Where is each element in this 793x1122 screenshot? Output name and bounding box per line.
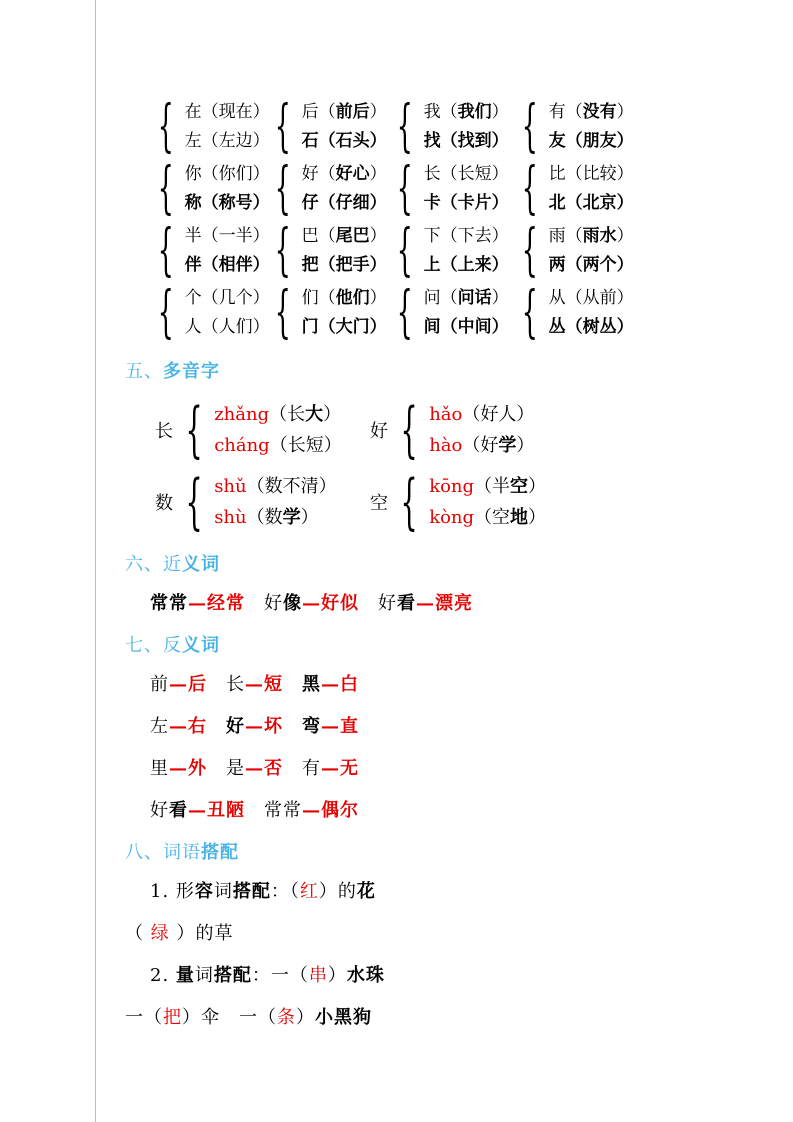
text-segment: 外 — [188, 758, 207, 779]
text-segment: 常常 — [150, 593, 188, 614]
text-segment: ） — [300, 507, 319, 528]
text-segment: 条 — [277, 1007, 296, 1028]
char-group-cell — [512, 280, 634, 345]
text-segment: 前 — [150, 674, 169, 695]
text-segment: 卡（卡片） — [423, 193, 509, 213]
text-segment: ：一（ — [251, 965, 309, 986]
char-pair-line — [302, 98, 387, 127]
char-group-lines — [302, 160, 387, 218]
text-segment: 花 — [356, 881, 376, 902]
text-segment: 雨（ — [548, 226, 583, 246]
text-segment: 量 — [175, 965, 195, 986]
antonym-row — [150, 715, 770, 739]
text-segment: 七、反 — [125, 635, 182, 656]
char-pair-line — [302, 313, 387, 342]
text-segment: 门（大门） — [301, 317, 387, 337]
text-segment: ） — [369, 288, 387, 308]
char-group-cell — [148, 94, 270, 159]
text-segment: 2. — [150, 965, 176, 986]
text-segment: 里 — [150, 758, 169, 779]
text-segment: — — [302, 593, 321, 614]
polyphone-readings — [214, 471, 336, 533]
text-segment: 北（北京） — [548, 193, 634, 213]
text-segment: 丛（树丛） — [548, 317, 634, 337]
char-group-lines — [185, 98, 270, 156]
curly-brace-icon: { — [274, 218, 291, 283]
text-segment: 搭配 — [213, 965, 252, 986]
text-segment: 仔（仔细） — [301, 193, 387, 213]
text-segment: — — [188, 800, 207, 821]
text-segment: 好 — [378, 593, 397, 614]
text-segment — [207, 758, 226, 779]
char-group-lines — [424, 98, 509, 156]
text-segment: 丑陋 — [207, 800, 245, 821]
polyphone-reading — [429, 399, 534, 430]
char-pair-line — [549, 313, 634, 342]
curly-brace-icon: { — [157, 280, 174, 345]
char-pair-line — [302, 189, 387, 218]
section-heading-collocations — [125, 841, 770, 865]
char-pair-line — [302, 127, 387, 156]
char-group-cell — [148, 156, 270, 221]
char-group-cell — [387, 156, 512, 221]
char-pair-line — [424, 222, 509, 251]
text-segment: 伴（相伴） — [184, 255, 270, 275]
text-segment: （半 — [474, 476, 511, 497]
text-segment — [359, 593, 378, 614]
text-segment: 好心 — [335, 164, 370, 184]
char-group-row — [148, 156, 770, 221]
polyphone-reading — [429, 502, 546, 533]
text-segment: （数不清） — [246, 476, 337, 497]
char-group-lines — [302, 98, 387, 156]
text-segment: — — [321, 716, 340, 737]
char-group-lines — [549, 98, 634, 156]
polyphone-readings — [429, 399, 534, 461]
curly-brace-icon: { — [157, 218, 174, 283]
text-segment: — — [245, 716, 264, 737]
curly-brace-icon: { — [274, 94, 291, 159]
section-heading-synonyms — [125, 553, 770, 577]
text-segment: 左（左边） — [184, 131, 270, 151]
curly-brace-icon: { — [521, 156, 538, 221]
char-group-cell — [512, 156, 634, 221]
text-segment: 黑 — [302, 674, 321, 695]
char-pair-line — [302, 284, 387, 313]
curly-brace-icon: { — [400, 395, 418, 465]
text-segment: ：（ — [270, 881, 300, 902]
char-group-lines — [424, 160, 509, 218]
text-segment: 在（现在） — [184, 102, 270, 122]
text-segment: 水珠 — [346, 965, 385, 986]
text-segment — [207, 716, 226, 737]
curly-brace-icon: { — [185, 467, 203, 537]
char-pair-line — [549, 160, 634, 189]
char-group-lines — [549, 160, 634, 218]
text-segment: ） — [327, 965, 347, 986]
text-segment: 多音字 — [163, 361, 220, 382]
text-segment: 义词 — [182, 635, 220, 656]
text-segment: kòng — [429, 507, 475, 528]
char-group-cell — [265, 94, 387, 159]
text-segment: 从（从前） — [548, 288, 634, 308]
char-pair-line — [302, 251, 387, 280]
char-pair-line — [185, 98, 270, 127]
text-segment: 串 — [308, 965, 328, 986]
text-segment: 一（ — [239, 1007, 277, 1028]
collocation-line — [150, 964, 770, 988]
text-segment: 你（你们） — [184, 164, 270, 184]
text-segment: 1. 形 — [150, 881, 195, 902]
char-group-lines — [302, 222, 387, 280]
text-segment: — — [169, 758, 188, 779]
curly-brace-icon: { — [396, 280, 413, 345]
polyphone-readings — [214, 399, 342, 461]
text-segment: ） — [528, 507, 547, 528]
text-segment: 学 — [282, 507, 301, 528]
char-group-cell — [512, 94, 634, 159]
text-segment: 下（下去） — [423, 226, 509, 246]
collocation-line — [150, 880, 770, 904]
text-segment: 义词 — [182, 554, 220, 575]
text-segment: （空 — [474, 507, 511, 528]
polyphone-character: 长 — [155, 421, 173, 442]
text-segment: — — [169, 716, 188, 737]
text-segment: 词 — [194, 965, 214, 986]
text-segment: 称（称号） — [184, 193, 270, 213]
curly-brace-icon: { — [396, 156, 413, 221]
text-segment: shǔ — [214, 476, 247, 497]
char-pair-line — [424, 160, 509, 189]
antonym-row — [150, 673, 770, 697]
text-segment: （长短） — [269, 435, 342, 456]
text-segment: hào — [429, 435, 463, 456]
text-segment: 好似 — [321, 593, 359, 614]
text-segment: 搭配 — [232, 881, 271, 902]
char-group-cell — [265, 156, 387, 221]
polyphone-reading — [214, 399, 342, 430]
text-segment: 半（一半） — [184, 226, 270, 246]
text-segment: 长 — [226, 674, 245, 695]
text-segment: 左 — [150, 716, 169, 737]
text-segment: 把 — [163, 1007, 182, 1028]
text-segment: 漂亮 — [435, 593, 473, 614]
text-segment: 白 — [340, 674, 359, 695]
curly-brace-icon: { — [400, 467, 418, 537]
char-pair-line — [185, 127, 270, 156]
text-segment: 们（ — [301, 288, 336, 308]
text-segment — [283, 758, 302, 779]
text-segment: 空 — [510, 476, 529, 497]
text-segment: 搭配 — [201, 842, 239, 863]
text-segment: 后 — [188, 674, 207, 695]
char-pair-line — [185, 284, 270, 313]
char-pair-line — [549, 251, 634, 280]
polyphone-cell — [370, 467, 770, 537]
char-group-lines — [302, 284, 387, 342]
text-segment: （长 — [269, 404, 306, 425]
text-segment: ） — [369, 102, 387, 122]
text-segment: ） — [491, 288, 509, 308]
text-segment: ）伞 — [182, 1007, 220, 1028]
text-segment: 一（ — [125, 1007, 163, 1028]
text-segment: 雨水 — [582, 226, 617, 246]
char-group-cell — [148, 280, 270, 345]
polyphone-cell — [155, 467, 370, 537]
char-pair-line — [549, 127, 634, 156]
char-pair-line — [549, 189, 634, 218]
char-group-cell — [387, 94, 512, 159]
similar-characters-section — [148, 94, 770, 345]
text-segment — [283, 674, 302, 695]
polyphone-character: 空 — [370, 493, 388, 514]
text-segment: ）的 — [318, 881, 357, 902]
collocation-line — [125, 922, 770, 946]
curly-brace-icon: { — [396, 94, 413, 159]
text-segment: 友（朋友） — [548, 131, 634, 151]
collocation-line — [125, 1006, 770, 1030]
synonyms-line — [150, 592, 770, 616]
char-group-lines — [424, 284, 509, 342]
text-segment: 前后 — [335, 102, 370, 122]
text-segment — [245, 800, 264, 821]
text-segment: — — [188, 593, 207, 614]
text-segment: hǎo — [429, 404, 463, 425]
text-segment: 问（ — [423, 288, 458, 308]
text-segment: （ — [125, 923, 151, 944]
text-segment: ） — [369, 226, 387, 246]
char-group-cell — [387, 280, 512, 345]
text-segment: 有 — [302, 758, 321, 779]
text-segment: 大 — [305, 404, 324, 425]
polyphone-character: 数 — [155, 493, 173, 514]
curly-brace-icon: { — [157, 156, 174, 221]
char-pair-line — [424, 189, 509, 218]
text-segment: 我（ — [423, 102, 458, 122]
char-group-lines — [185, 160, 270, 218]
text-segment: — — [245, 758, 264, 779]
char-pair-line — [424, 313, 509, 342]
text-segment: — — [302, 800, 321, 821]
worksheet-content — [125, 94, 770, 1048]
text-segment: 尾巴 — [335, 226, 370, 246]
text-segment — [283, 716, 302, 737]
collocations-section — [125, 880, 770, 1030]
char-group-lines — [185, 222, 270, 280]
text-segment: zhǎng — [214, 404, 270, 425]
text-segment: （数 — [246, 507, 283, 528]
text-segment — [245, 593, 264, 614]
text-segment: 好 — [226, 716, 245, 737]
text-segment: 否 — [264, 758, 283, 779]
char-pair-line — [185, 222, 270, 251]
text-segment: 个（几个） — [184, 288, 270, 308]
text-segment: 容 — [194, 881, 214, 902]
char-group-cell — [512, 218, 634, 283]
curly-brace-icon: { — [521, 94, 538, 159]
char-pair-line — [302, 160, 387, 189]
text-segment: 坏 — [264, 716, 283, 737]
polyphone-reading — [214, 502, 336, 533]
text-segment: ） — [616, 226, 634, 246]
text-segment: 常常 — [264, 800, 302, 821]
text-segment: ） — [516, 435, 535, 456]
section-heading-polyphones — [125, 360, 770, 384]
text-segment: 弯 — [302, 716, 321, 737]
char-group-lines — [549, 284, 634, 342]
text-segment: 石（石头） — [301, 131, 387, 151]
text-segment: ） — [528, 476, 547, 497]
curly-brace-icon: { — [157, 94, 174, 159]
text-segment: — — [321, 674, 340, 695]
polyphone-readings — [429, 471, 546, 533]
char-pair-line — [549, 222, 634, 251]
text-segment: 六、近 — [125, 554, 182, 575]
text-segment: 像 — [283, 593, 302, 614]
polyphone-reading — [429, 430, 534, 461]
char-pair-line — [549, 284, 634, 313]
text-segment: 无 — [340, 758, 359, 779]
text-segment: 地 — [510, 507, 529, 528]
text-segment: 人（人们） — [184, 317, 270, 337]
char-group-lines — [185, 284, 270, 342]
text-segment: 绿 — [150, 923, 170, 944]
text-segment: 好 — [150, 800, 169, 821]
text-segment: — — [245, 674, 264, 695]
text-segment: ） — [369, 164, 387, 184]
text-segment: — — [416, 593, 435, 614]
curly-brace-icon: { — [521, 218, 538, 283]
text-segment: 词 — [213, 881, 233, 902]
curly-brace-icon: { — [274, 156, 291, 221]
char-group-row — [148, 218, 770, 283]
antonym-row — [150, 757, 770, 781]
char-pair-line — [302, 222, 387, 251]
text-segment: 短 — [264, 674, 283, 695]
text-segment: 学 — [498, 435, 517, 456]
page-margin-line — [95, 0, 96, 1122]
text-segment: ） — [491, 102, 509, 122]
char-pair-line — [185, 251, 270, 280]
char-group-cell — [265, 218, 387, 283]
char-pair-line — [424, 98, 509, 127]
text-segment: 小黑狗 — [315, 1007, 372, 1028]
text-segment: 有（ — [548, 102, 583, 122]
text-segment: 间（中间） — [423, 317, 509, 337]
text-segment — [207, 674, 226, 695]
text-segment: 八、词语 — [125, 842, 201, 863]
polyphones-section — [155, 395, 770, 537]
text-segment: 经常 — [207, 593, 245, 614]
text-segment: 后（ — [301, 102, 336, 122]
char-group-cell — [265, 280, 387, 345]
curly-brace-icon: { — [185, 395, 203, 465]
text-segment: 五、 — [125, 361, 163, 382]
text-segment: 直 — [340, 716, 359, 737]
char-pair-line — [549, 98, 634, 127]
text-segment: 把（把手） — [301, 255, 387, 275]
text-segment: 巴（ — [301, 226, 336, 246]
text-segment: 长（长短） — [423, 164, 509, 184]
text-segment: 问话 — [457, 288, 492, 308]
text-segment: 偶尔 — [321, 800, 359, 821]
char-pair-line — [185, 189, 270, 218]
antonyms-section — [125, 673, 770, 823]
text-segment: 他们 — [335, 288, 370, 308]
text-segment: ）的草 — [169, 923, 234, 944]
polyphone-cell — [370, 395, 770, 465]
char-pair-line — [424, 284, 509, 313]
polyphone-cell — [155, 395, 370, 465]
polyphone-reading — [429, 471, 546, 502]
polyphone-character: 好 — [370, 421, 388, 442]
text-segment: 看 — [397, 593, 416, 614]
text-segment: （好人） — [462, 404, 535, 425]
polyphone-reading — [214, 430, 342, 461]
char-group-cell — [148, 218, 270, 283]
char-group-row — [148, 280, 770, 345]
text-segment: kōng — [429, 476, 475, 497]
text-segment: ） — [616, 102, 634, 122]
char-group-cell — [387, 218, 512, 283]
text-segment: 两（两个） — [548, 255, 634, 275]
text-segment: ） — [323, 404, 342, 425]
text-segment: ） — [296, 1007, 315, 1028]
text-segment: cháng — [214, 435, 270, 456]
text-segment: 右 — [188, 716, 207, 737]
char-pair-line — [424, 127, 509, 156]
polyphone-reading — [214, 471, 336, 502]
text-segment: 我们 — [457, 102, 492, 122]
char-pair-line — [185, 160, 270, 189]
section-heading-antonyms — [125, 634, 770, 658]
text-segment: — — [321, 758, 340, 779]
text-segment: 上（上来） — [423, 255, 509, 275]
text-segment: 好（ — [301, 164, 336, 184]
curly-brace-icon: { — [274, 280, 291, 345]
curly-brace-icon: { — [396, 218, 413, 283]
char-group-lines — [549, 222, 634, 280]
char-pair-line — [424, 251, 509, 280]
text-segment: 比（比较） — [548, 164, 634, 184]
text-segment: shù — [214, 507, 247, 528]
text-segment: （好 — [462, 435, 499, 456]
text-segment: 没有 — [582, 102, 617, 122]
char-pair-line — [185, 313, 270, 342]
text-segment: 是 — [226, 758, 245, 779]
text-segment: — — [169, 674, 188, 695]
text-segment: 找（找到） — [423, 131, 509, 151]
text-segment: 好 — [264, 593, 283, 614]
char-group-lines — [424, 222, 509, 280]
text-segment: 看 — [169, 800, 188, 821]
char-group-row — [148, 94, 770, 159]
text-segment: 红 — [299, 881, 319, 902]
curly-brace-icon: { — [521, 280, 538, 345]
text-segment — [220, 1007, 239, 1028]
antonym-row — [150, 799, 770, 823]
